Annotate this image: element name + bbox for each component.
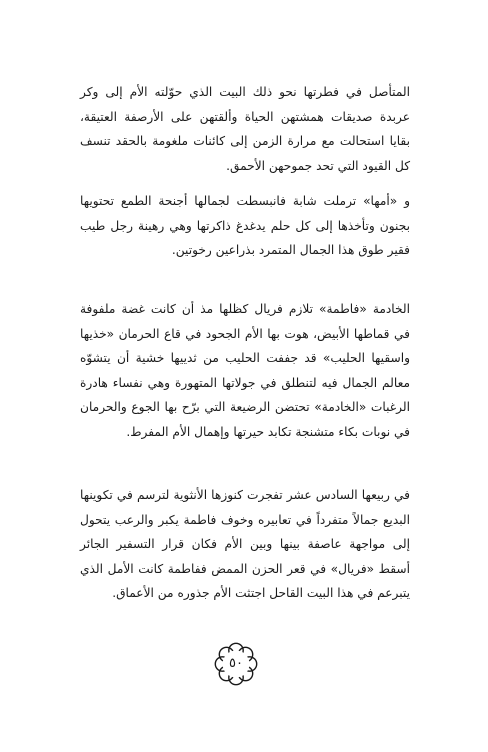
page-number: ٥٠ [229,656,243,671]
paragraph-1-text: المتأصل في فطرتها نحو ذلك البيت الذي حوّلته الأم إلى وكر عربدة صديقات همشتهن الحياة وألقتهن على الأرصفة العتيقة، بقايا استحالت مع مرارة الزمن إلى كائنات ملغومة بالحقد تنسف كل القيود التي تحد جموحهن الأحمق. [80,85,410,173]
paragraph-4-text: في ربيعها السادس عشر تفجرت كنوزها الأنثوية لترسم في تكوينها البديع جمالاً متفرداً في تعابيره وخوف فاطمة يكبر والرعب يتحول إلى مواجهة عاصفة بينها وبين الأم فكان قرار التسفير الجائر أسقط «فريال» في قعر الحزن الممض ففاطمة كانت الأمل الذي يتبرعم في هذا البيت القاحل اجتثت الأم جذوره من الأعماق. [80,488,410,601]
paragraph-4 [80,483,410,606]
paragraph-3 [80,297,410,445]
paragraph-2-text: و «أمها» ترملت شابة فانبسطت لجمالها أجنحة الطمع تحتويها بجنون وتأخذها إلى كل حلم يدغدغ ذاكرتها وهي رهينة رجل طيب فقير طوق هذا الجمال المتمرد بذراعين رخوتين. [80,194,410,258]
paragraph-1 [80,80,410,178]
paragraph-3-text: الخادمة «فاطمة» تلازم فريال كظلها مذ أن كانت غضة ملفوفة في قماطها الأبيض، هوت بها الأم الجحود في قاع الحرمان «خذيها واسقيها الحليب» قد جففت الحليب من ثدييها خشية أن يتشوّه معالم الجمال فيه لتنطلق في جولاتها المتهورة وهي نفساء هادرة الرغبات «الخادمة» تحتضن الرضيعة التي برّح بها الجوع والحرمان في نوبات بكاء متشنجة تكابد حيرتها وإهمال الأم المفرط. [80,302,410,439]
page-number-ornament [212,640,260,688]
paragraph-2 [80,189,410,263]
